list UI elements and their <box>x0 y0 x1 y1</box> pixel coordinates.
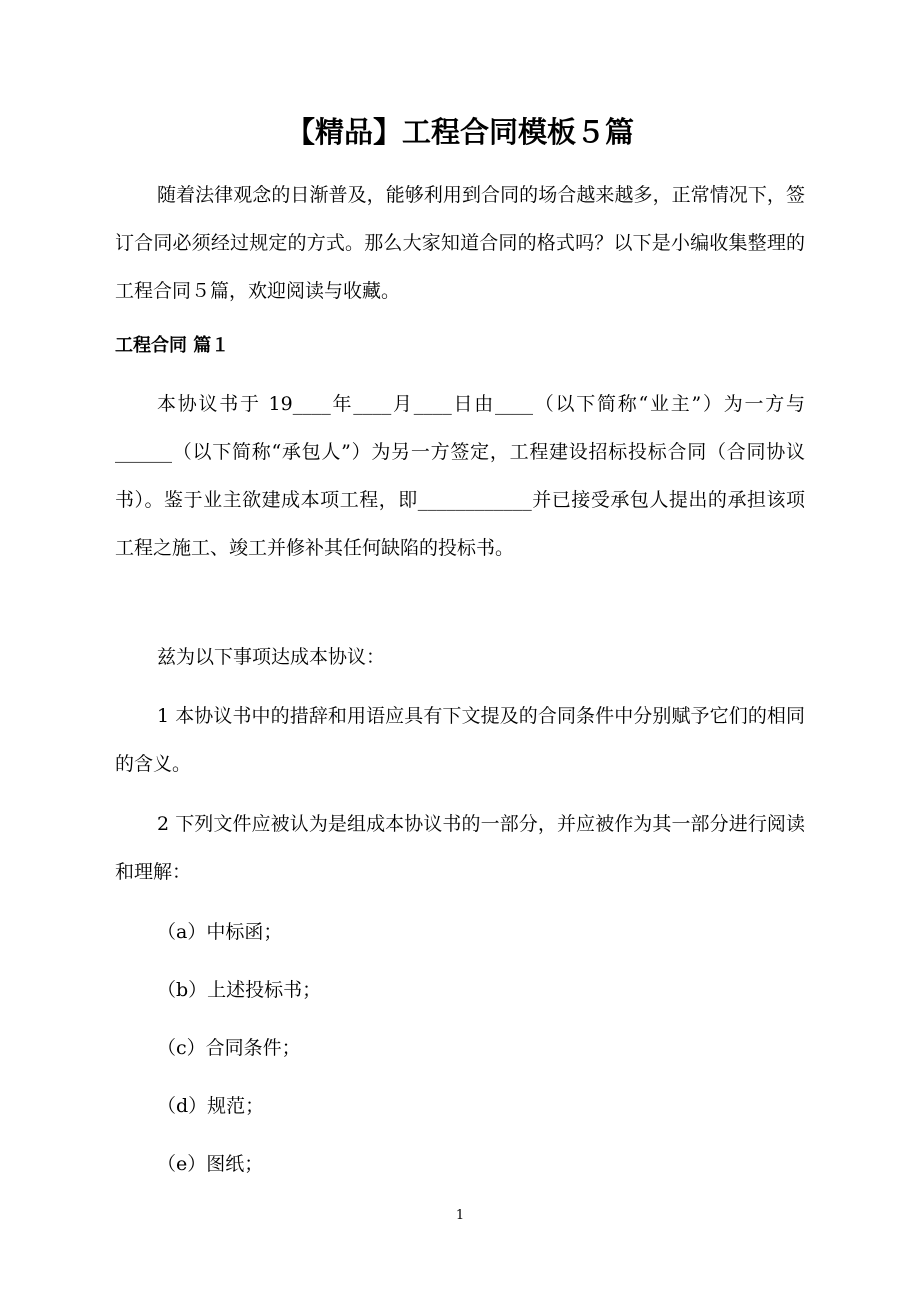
agreement-intro-line: 兹为以下事项达成本协议： <box>157 646 386 668</box>
agreement-paragraph: 本协议书于 19____年____月____日由____（以下简称“业主”）为一方与______（以下简称“承包人”）为另一方签定，工程建设招标投标合同（合同协议书）。鉴于业主欲建成本项工程，即____________并已接受承包人提出的承担该项工程之施工、竣工并修补其任何缺陷的投标书。 <box>115 393 805 559</box>
list-item-d: （d）规范； <box>157 1095 265 1117</box>
clause-1-paragraph: 1 本协议书中的措辞和用语应具有下文提及的合同条件中分别赋予它们的相同的含义。 <box>115 705 805 775</box>
list-item-e: （e）图纸； <box>157 1153 264 1175</box>
intro-paragraph: 随着法律观念的日渐普及，能够利用到合同的场合越来越多，正常情况下，签订合同必须经过规定的方式。那么大家知道合同的格式吗？以下是小编收集整理的工程合同５篇，欢迎阅读与收藏。 <box>115 184 805 302</box>
page-number: 1 <box>455 1208 465 1223</box>
clause-2-paragraph: 2 下列文件应被认为是组成本协议书的一部分，并应被作为其一部分进行阅读和理解： <box>115 813 805 883</box>
list-item-c: （c）合同条件； <box>157 1037 301 1059</box>
list-item-a: （a）中标函； <box>157 921 283 943</box>
list-item-b: （b）上述投标书； <box>157 979 322 1001</box>
document-title: 【精品】工程合同模板５篇 <box>285 115 634 149</box>
section-heading: 工程合同 篇１ <box>115 335 230 356</box>
